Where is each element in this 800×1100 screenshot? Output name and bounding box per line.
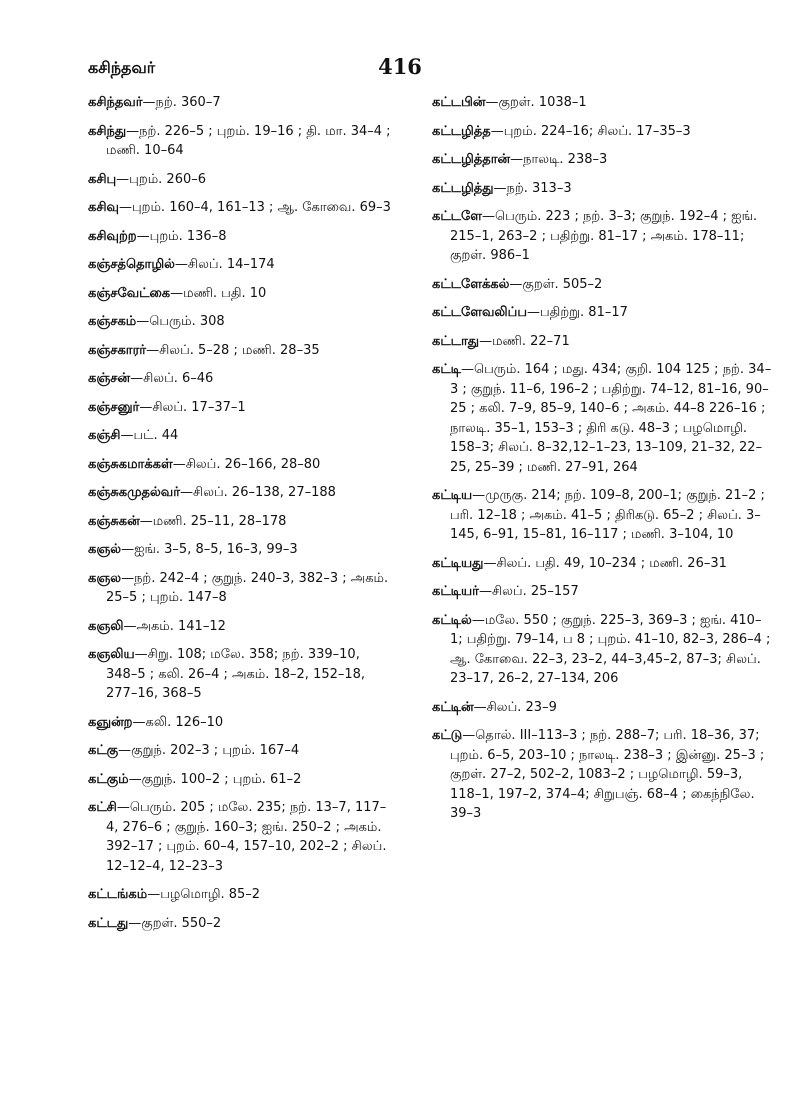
index-entry	[88, 426, 393, 446]
entry-headword: கட்டளேக்கல்	[432, 276, 510, 292]
entry-headword: கஞ்சனுர்	[88, 399, 140, 415]
index-entry	[88, 798, 393, 876]
entry-references: —நற். 313–3	[493, 180, 572, 196]
entry-headword: கஞலி	[88, 618, 124, 634]
entry-references: —சிலப். பதி. 49, 10–234 ; மணி. 26–31	[483, 555, 727, 571]
entry-references: —மணி. 25–11, 28–178	[139, 513, 287, 529]
entry-references: —குறுந். 202–3 ; புறம். 167–4	[118, 743, 300, 758]
entry-headword: கஞ்சுகமாக்கள்	[88, 456, 173, 472]
index-entry	[88, 284, 393, 304]
entry-headword: கட்சி	[88, 800, 117, 815]
entry-headword: கட்டது	[88, 915, 129, 931]
index-entry	[432, 582, 772, 602]
entry-references: —பெரும். 223 ; நற். 3–3; குறுந். 192–4 ; ஐங். 215–1, 263–2 ; பதிற்று. 81–17 ; அகம். 178–11; குறள். 986–1	[450, 209, 758, 263]
entry-references: —சிறு. 108; மலே. 358; நற். 339–10, 348–5 ; கலி. 26–4 ; அகம். 18–2, 152–18, 277–16, 368–5	[106, 647, 366, 701]
entry-headword: கஞ்சகாரர்	[88, 342, 147, 358]
entry-references: —அகம். 141–12	[123, 618, 226, 634]
index-entry	[432, 122, 772, 142]
entry-headword: கட்டில்	[432, 612, 472, 628]
left-column	[88, 93, 393, 942]
entry-references: —சிலப். 17–37–1	[139, 399, 246, 415]
entry-headword: கட்டளேவலிப்ப	[432, 305, 527, 320]
entry-references: —பெரும். 164 ; மது. 434; குறி. 104 125 ; நற். 34–3 ; குறுந். 11–6, 196–2 ; பதிற்று. 74–12, 81–16, 90–25 ; கலி. 7–9, 85–9, 140–6 ; அகம். 44–8 226–16 ; நாலடி. 35–1, 153–3 ; திரி கடு. 48–3 ; பழமொழி. 158–3; சிலப். 8–32,12–1–23, 13–109, 21–32, 22–25, 25–39 ; மணி. 27–91, 264	[450, 362, 772, 475]
entry-references: —பெரும். 205 ; மலே. 235; நற். 13–7, 117–4, 276–6 ; குறுந். 160–3; ஐங். 250–2 ; அகம். 392–17 ; புறம். 60–4, 157–10, 202–2 ; சிலப். 12–12–4, 12–23–3	[106, 800, 387, 874]
page-number: 416	[378, 54, 422, 79]
entry-headword: கசிந்தவர்	[88, 95, 143, 110]
index-entry	[88, 369, 393, 389]
entry-references: —நாலடி. 238–3	[510, 152, 608, 167]
entry-references: —மணி. பதி. 10	[170, 285, 267, 301]
index-entry	[88, 227, 393, 247]
running-head: கசிந்தவர்	[88, 58, 156, 77]
index-entry	[88, 512, 393, 532]
index-entry	[88, 170, 393, 190]
entry-headword: கட்டாது	[432, 333, 480, 349]
entry-references: —சிலப். 14–174	[174, 257, 275, 272]
entry-references: —புறம். 160–4, 161–13 ; ஆ. கோவை. 69–3	[118, 200, 391, 215]
index-entry	[432, 486, 772, 545]
index-entry	[88, 885, 393, 905]
entry-references: —கலி. 126–10	[132, 714, 224, 730]
index-entry	[88, 569, 393, 608]
index-entry	[88, 770, 393, 790]
entry-references: —ஐங். 3–5, 8–5, 16–3, 99–3	[121, 542, 298, 557]
entry-headword: கஞ்சி	[88, 428, 121, 443]
entry-references: —புறம். 224–16; சிலப். 17–35–3	[490, 123, 691, 139]
entry-headword: கட்டழித்த	[432, 123, 491, 139]
index-entry	[432, 726, 772, 824]
index-entry	[432, 207, 772, 266]
entry-headword: கஞ்சுகமுதல்வர்	[88, 485, 181, 500]
entry-references: —புறம். 260–6	[116, 171, 207, 187]
index-entry	[432, 698, 772, 718]
entry-headword: கட்டபின்	[432, 95, 486, 110]
entry-headword: கஞலிய	[88, 647, 135, 662]
entry-references: —குறள். 550–2	[128, 915, 222, 931]
entry-references: —நற். 242–4 ; குறுந். 240–3, 382–3 ; அகம். 25–5 ; புறம். 147–8	[106, 570, 389, 605]
index-entry	[432, 179, 772, 199]
entry-references: —குறள். 505–2	[509, 276, 603, 292]
entry-references: —சிலப். 26–138, 27–188	[180, 485, 336, 500]
entry-headword: கசிவுற்ற	[88, 228, 137, 244]
entry-headword: கசிவு	[88, 200, 119, 215]
entry-headword: கட்டியது	[432, 555, 484, 571]
index-entry	[432, 332, 772, 352]
entry-headword: கஞல்	[88, 542, 122, 557]
index-entry	[88, 455, 393, 475]
entry-references: —முருகு. 214; நற். 109–8, 200–1; குறுந். 21–2 ; பரி. 12–18 ; அகம். 41–5 ; திரிகடு. 65–2 ; சிலப். 3–145, 6–91, 15–81, 16–117 ; மணி. 3–104, 10	[450, 488, 765, 542]
entry-headword: கஞ்சவேட்கை	[88, 285, 171, 301]
index-entry	[88, 93, 393, 113]
index-entry	[88, 617, 393, 637]
index-entry	[432, 275, 772, 295]
index-entry	[432, 150, 772, 170]
index-entry	[88, 483, 393, 503]
index-entry	[88, 741, 393, 761]
entry-headword: கட்டியர்	[432, 584, 479, 599]
index-entry	[88, 645, 393, 704]
entry-headword: கசிபு	[88, 171, 117, 187]
entry-references: —பெரும். 308	[136, 314, 225, 329]
index-entry	[88, 398, 393, 418]
entry-headword: கட்டி	[432, 362, 462, 377]
index-entry	[88, 341, 393, 361]
entry-references: —குறுந். 100–2 ; புறம். 61–2	[128, 771, 302, 787]
entry-references: —மணி. 22–71	[479, 333, 570, 349]
index-entry	[88, 540, 393, 560]
entry-headword: கட்கும்	[88, 771, 129, 787]
entry-references: —குறள். 1038–1	[485, 95, 587, 110]
entry-references: —சிலப். 26–166, 28–80	[172, 456, 321, 472]
entry-headword: கட்கு	[88, 743, 119, 758]
index-entry	[88, 255, 393, 275]
entry-headword: கட்டளே	[432, 209, 482, 224]
entry-headword: கட்டின்	[432, 699, 474, 715]
entry-headword: கஞ்சத்தொழில்	[88, 257, 175, 272]
entry-references: —சிலப். 23–9	[473, 699, 557, 715]
index-entry	[88, 122, 393, 161]
index-entry	[88, 713, 393, 733]
entry-headword: கஞ்சகம்	[88, 314, 137, 329]
entry-headword: கட்டு	[432, 728, 463, 743]
entry-references: —பட். 44	[120, 428, 179, 443]
entry-references: —தொல். III–113–3 ; நற். 288–7; பரி. 18–36, 37; புறம். 6–5, 203–10 ; நாலடி. 238–3 ; இன்னு. 25–3 ; குறள். 27–2, 502–2, 1083–2 ; பழமொழி. 59–3, 118–1, 197–2, 374–4; சிறுபஞ். 68–4 ; கைந்நிலே. 39–3	[450, 728, 765, 821]
index-entry	[88, 914, 393, 934]
entry-references: —பழமொழி. 85–2	[147, 887, 261, 902]
entry-references: —நற். 226–5 ; புறம். 19–16 ; தி. மா. 34–4 ; மணி. 10–64	[106, 123, 391, 158]
entry-references: —சிலப். 6–46	[130, 371, 214, 386]
entry-headword: கஞுன்ற	[88, 714, 133, 730]
entry-headword: கட்டழித்து	[432, 180, 494, 196]
entry-headword: கஞ்சுகன்	[88, 513, 140, 529]
entry-headword: கஞ்சன்	[88, 371, 131, 386]
entry-headword: கசிந்து	[88, 123, 127, 139]
entry-references: —சிலப். 25–157	[478, 584, 579, 599]
index-entry	[432, 554, 772, 574]
right-column	[432, 93, 772, 833]
entry-references: —நற். 360–7	[142, 95, 221, 110]
index-entry	[432, 611, 772, 689]
index-entry	[432, 360, 772, 477]
index-entry	[88, 198, 393, 218]
index-entry	[432, 303, 772, 323]
entry-headword: கட்டழித்தான்	[432, 152, 511, 167]
entry-references: —சிலப். 5–28 ; மணி. 28–35	[146, 342, 320, 358]
entry-headword: கட்டங்கம்	[88, 887, 148, 902]
entry-headword: கட்டிய	[432, 488, 473, 503]
index-entry	[88, 312, 393, 332]
entry-references: —மலே. 550 ; குறுந். 225–3, 369–3 ; ஐங். 410–1; பதிற்று. 79–14, ப 8 ; புறம். 41–10, 82–3, 286–4 ; ஆ. கோவை. 22–3, 23–2, 44–3,45–2, 87–3; சிலப். 23–17, 26–2, 27–134, 206	[450, 612, 771, 686]
entry-references: —பதிற்று. 81–17	[527, 305, 628, 320]
entry-references: —புறம். 136–8	[136, 228, 227, 244]
entry-headword: கஞல	[88, 570, 122, 586]
index-entry	[432, 93, 772, 113]
